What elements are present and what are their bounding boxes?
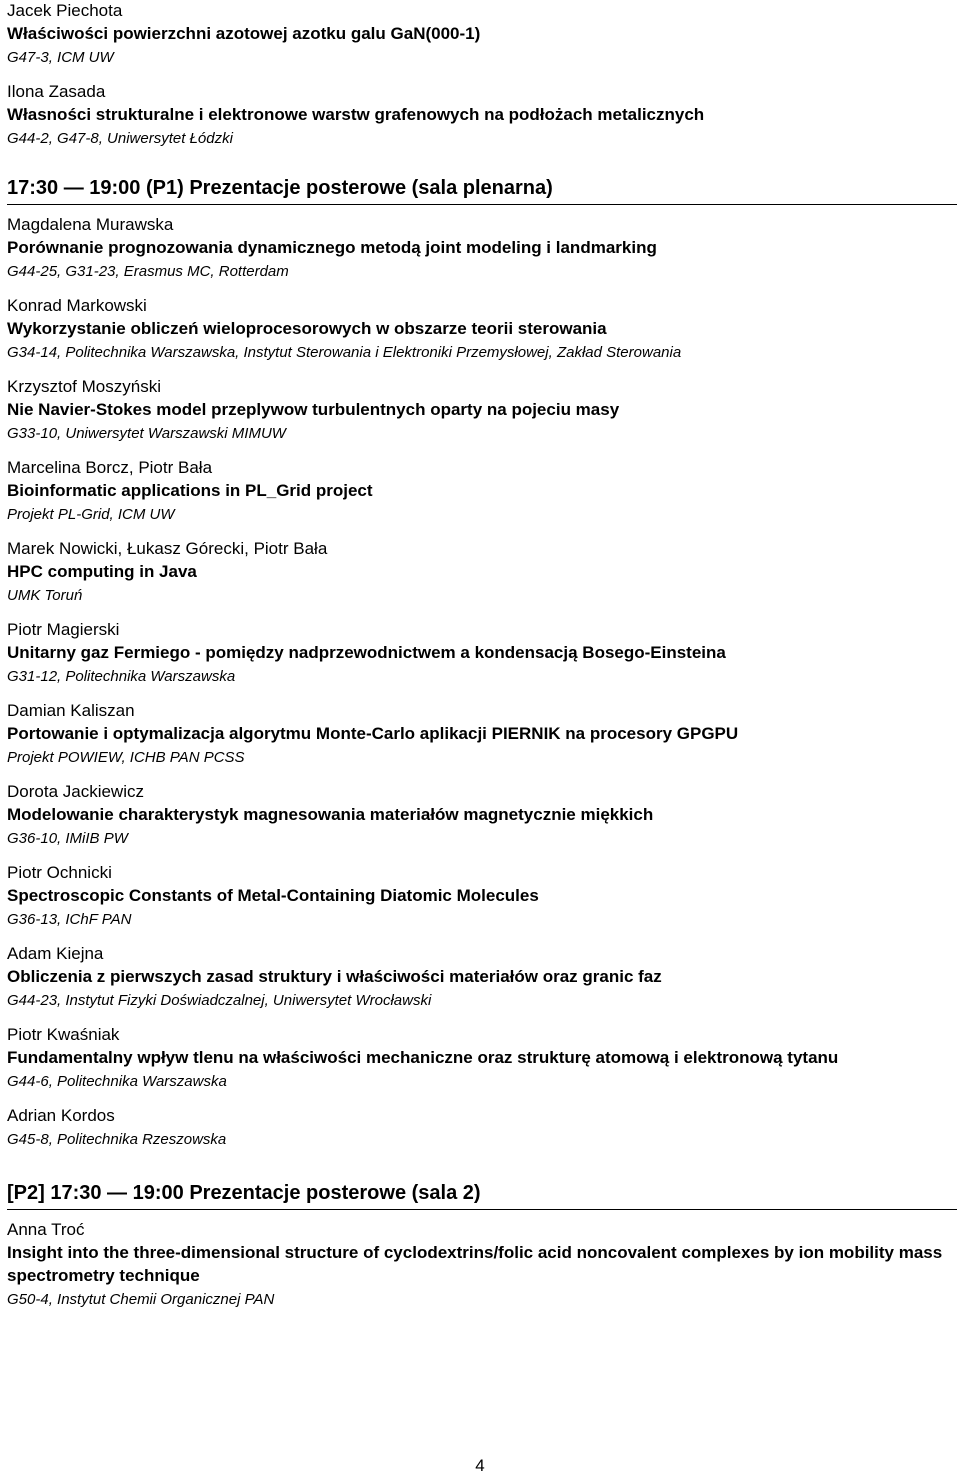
entry-author: Marcelina Borcz, Piotr Bała xyxy=(7,458,213,477)
entry-affiliation: G36-10, IMiIB PW xyxy=(7,830,128,847)
entry-affiliation: G44-25, G31-23, Erasmus MC, Rotterdam xyxy=(7,263,289,280)
entry-author: Piotr Magierski xyxy=(7,620,120,639)
entry-title: Nie Navier-Stokes model przeplywow turbulentnych oparty na pojeciu masy xyxy=(7,400,620,419)
entry-title: Obliczenia z pierwszych zasad struktury i właściwości materiałów oraz granic faz xyxy=(7,967,662,986)
section-heading-p2: [P2] 17:30 — 19:00 Prezentacje posterowe (sala 2) xyxy=(7,1180,957,1210)
entry-affiliation: G47-3, ICM UW xyxy=(7,49,114,66)
entry-author: Anna Troć xyxy=(7,1220,85,1239)
entry xyxy=(7,457,957,525)
entry-author: Ilona Zasada xyxy=(7,82,106,101)
entry-title: Bioinformatic applications in PL_Grid project xyxy=(7,481,373,500)
entry-affiliation: Projekt PL-Grid, ICM UW xyxy=(7,506,175,523)
entry-affiliation: G34-14, Politechnika Warszawska, Instytut Sterowania i Elektroniki Przemysłowej, Zakład Sterowania xyxy=(7,344,682,361)
entry-author: Jacek Piechota xyxy=(7,1,123,20)
entry-affiliation: Projekt POWIEW, ICHB PAN PCSS xyxy=(7,749,245,766)
entry xyxy=(7,1219,957,1310)
entry xyxy=(7,538,957,606)
entry xyxy=(7,862,957,930)
entry-title: Porównanie prognozowania dynamicznego metodą joint modeling i landmarking xyxy=(7,238,657,257)
entry xyxy=(7,943,957,1011)
entry-title: Spectroscopic Constants of Metal-Containing Diatomic Molecules xyxy=(7,886,539,905)
entry-title: Własności strukturalne i elektronowe warstw grafenowych na podłożach metalicznych xyxy=(7,105,705,124)
entry xyxy=(7,781,957,849)
entry-author: Magdalena Murawska xyxy=(7,215,174,234)
entry-title: Modelowanie charakterystyk magnesowania materiałów magnetycznie miękkich xyxy=(7,805,654,824)
entry xyxy=(7,700,957,768)
document-page xyxy=(7,0,957,1310)
entry-author: Marek Nowicki, Łukasz Górecki, Piotr Bała xyxy=(7,539,328,558)
entry-title: Fundamentalny wpływ tlenu na właściwości mechaniczne oraz strukturę atomową i elektronową tytanu xyxy=(7,1048,839,1067)
entry-author: Piotr Ochnicki xyxy=(7,863,112,882)
entry-author: Konrad Markowski xyxy=(7,296,147,315)
entry-author: Krzysztof Moszyński xyxy=(7,377,161,396)
entry-title: HPC computing in Java xyxy=(7,562,197,581)
entry xyxy=(7,81,957,149)
entry-author: Adam Kiejna xyxy=(7,944,104,963)
entry-affiliation: G50-4, Instytut Chemii Organicznej PAN xyxy=(7,1291,275,1308)
entry-affiliation: G36-13, IChF PAN xyxy=(7,911,132,928)
entry-affiliation: G44-2, G47-8, Uniwersytet Łódzki xyxy=(7,130,233,147)
entry-author: Damian Kaliszan xyxy=(7,701,135,720)
entry-affiliation: G45-8, Politechnika Rzeszowska xyxy=(7,1131,227,1148)
page-number: 4 xyxy=(475,1456,485,1475)
entry xyxy=(7,1105,957,1150)
entry-author: Piotr Kwaśniak xyxy=(7,1025,120,1044)
entry xyxy=(7,376,957,444)
entry xyxy=(7,1024,957,1092)
entry-title: Wykorzystanie obliczeń wieloprocesorowych w obszarze teorii sterowania xyxy=(7,319,607,338)
entry-author: Dorota Jackiewicz xyxy=(7,782,144,801)
entry-title: Właściwości powierzchni azotowej azotku galu GaN(000-1) xyxy=(7,24,481,43)
entry-affiliation: G44-6, Politechnika Warszawska xyxy=(7,1073,227,1090)
entry-title: Portowanie i optymalizacja algorytmu Monte-Carlo aplikacji PIERNIK na procesory GPGPU xyxy=(7,724,739,743)
entry-affiliation: G33-10, Uniwersytet Warszawski MIMUW xyxy=(7,425,286,442)
entry xyxy=(7,619,957,687)
entry xyxy=(7,0,957,68)
entry-title: Unitarny gaz Fermiego - pomiędzy nadprzewodnictwem a kondensacją Bosego-Einsteina xyxy=(7,643,726,662)
entry-author: Adrian Kordos xyxy=(7,1106,115,1125)
section-heading-p1: 17:30 — 19:00 (P1) Prezentacje posterowe (sala plenarna) xyxy=(7,175,957,205)
entry-affiliation: G44-23, Instytut Fizyki Doświadczalnej, Uniwersytet Wrocławski xyxy=(7,992,432,1009)
entry xyxy=(7,295,957,363)
entry-title: Insight into the three-dimensional structure of cyclodextrins/folic acid noncovalent complexes by ion mobility mass spectrometry technique xyxy=(7,1243,943,1285)
entry-affiliation: G31-12, Politechnika Warszawska xyxy=(7,668,236,685)
entry xyxy=(7,214,957,282)
entry-affiliation: UMK Toruń xyxy=(7,587,83,604)
